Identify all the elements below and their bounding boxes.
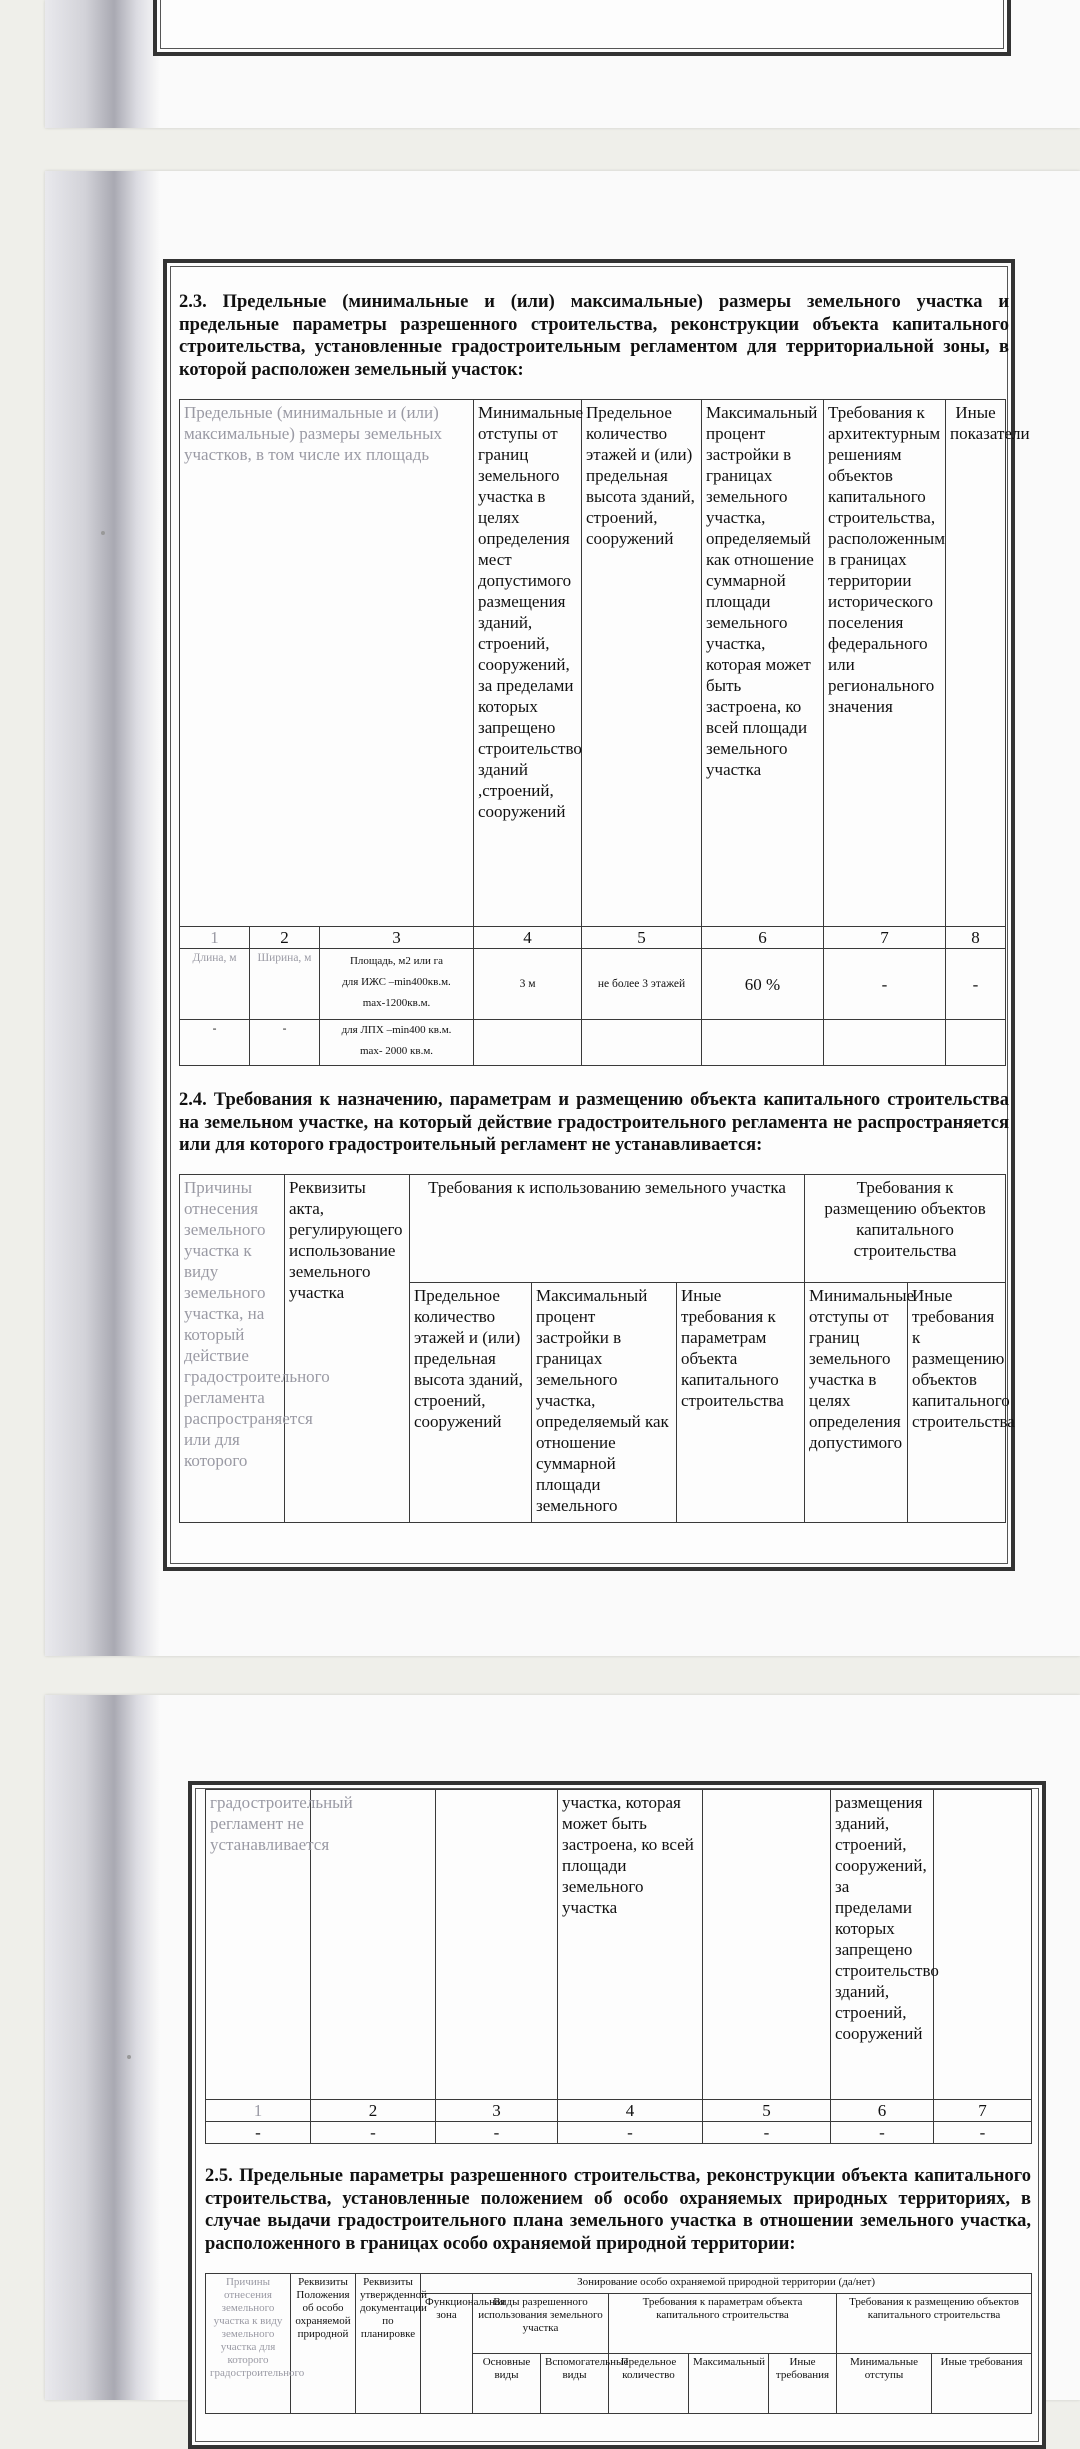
document-page-2 [45,171,1080,1656]
column-number: 8 [946,927,1006,949]
column-number: 4 [474,927,582,949]
header-main-kinds: Основные виды [473,2354,541,2414]
column-number: 6 [702,927,824,949]
column-number: 1 [180,927,250,949]
header-min-setbacks: Минимальные отступы [837,2354,932,2414]
column-number: 4 [558,2100,703,2122]
header-min-setbacks: Минимальные отступы от границ земельного участка в целях определения допустимого [805,1283,908,1523]
header-floor-limit: Предельное количество [609,2354,689,2414]
cell-width: - [250,1020,320,1066]
header-reasons: Причины отнесения земельного участка к виду земельного участка, на который действие градостроительного регламента распространяется или для которого [180,1175,285,1523]
section-2-3-heading: 2.3. Предельные (минимальные и (или) максимальные) размеры земельного участка и предельные параметры разрешенного строительства, реконструкции объекта капитального строительства, установленные градостроительным регламентом для территориальной зоны, в которой расположен земельный участок: [179,292,1009,380]
header-object-requirements: Требования к размещению объектов капитального строительства [805,1175,1006,1283]
header-object-params: Требования к параметрам объекта капитального строительства [609,2294,837,2354]
document-page-3 [45,1695,1080,2400]
column-number: 3 [436,2100,558,2122]
cell-other: - [946,949,1006,1020]
header-zoning: Зонирование особо охраняемой природной территории (да/нет) [421,2274,1032,2294]
header-regulation-details: Реквизиты Положения об особо охраняемой природной [291,2274,356,2414]
header-other-req: Иные требования [769,2354,837,2414]
header-usage-kinds: Виды разрешенного использования земельного участка [473,2294,609,2354]
cell-setback: 3 м [474,949,582,1020]
header-planning-docs: Реквизиты утвержденной документации по планировке [356,2274,421,2414]
column-number: 3 [320,927,474,949]
header-functional-zone: Функциональная зона [421,2294,473,2414]
area-izhs: для ИЖС –min400кв.м. [342,976,451,988]
page-spine-shadow [45,0,160,128]
cell-width: Ширина, м [250,949,320,1020]
cell-percent: 60 % [702,949,824,1020]
empty-value: - [436,2122,558,2144]
area-lph-max: max- 2000 кв.м. [359,1045,434,1057]
page-spine-shadow [45,1695,160,2400]
empty-value: - [831,2122,934,2144]
header-land-requirements: Требования к использованию земельного участка [410,1175,805,1283]
max-percent-continued: участка, которая может быть застроена, ко всей площади земельного участка [558,1790,703,2100]
reasons-continued: градостроительный регламент не устанавливается [206,1790,311,2100]
header-other-placement: Иные требования к размещению объектов капитального строительства [908,1283,1006,1523]
column-number: 5 [703,2100,831,2122]
page-border-frame [153,0,1011,56]
column-number: 1 [206,2100,311,2122]
header-other-req-2: Иные требования [932,2354,1032,2414]
header-floors: Предельное количество этажей и (или) предельная высота зданий, строений, сооружений [410,1283,532,1523]
cell-area [320,949,474,1020]
document-page-1 [45,0,1080,128]
min-setbacks-continued: размещения зданий, строений, сооружений, за пределами которых запрещено строительство зданий, строений, сооружений [831,1790,934,2100]
header-aux-kinds: Вспомогательные виды [541,2354,609,2414]
header-floors: Предельное количество этажей и (или) предельная высота зданий, строений, сооружений [582,400,702,927]
column-number: 7 [824,927,946,949]
area-lph: для ЛПХ –min400 кв.м. [341,1024,452,1036]
header-other: Иные показатели [946,400,1006,927]
header-act-details: Реквизиты акта, регулирующего использование земельного участка [285,1175,410,1523]
header-placement: Требования к размещению объектов капитального строительства [837,2294,1032,2354]
empty-value: - [703,2122,831,2144]
header-maximum: Максимальный [689,2354,769,2414]
section-2-5-heading: 2.5. Предельные параметры разрешенного строительства, реконструкции объекта капитального строительства, установленные положением об особо охраняемых природных территориях, в случае выдачи градостроительного плана земельного участка в отношении земельного участка, расположенного в границах особо охраняемой природной территории: [205,2166,1031,2254]
cell-floors: не более 3 этажей [582,949,702,1020]
area-izhs-max: max-1200кв.м. [362,997,431,1009]
column-number: 2 [250,927,320,949]
table-2-3 [179,399,1030,1066]
empty-value: - [206,2122,311,2144]
cell-length: - [180,1020,250,1066]
cell-length: Длина, м [180,949,250,1020]
header-max-percent: Максимальный процент застройки в границах земельного участка, определяемый как отношение суммарной площади земельного участка, которая может быть застроена, ко всей площади земельного участка [702,400,824,927]
table-2-4-continued [205,1789,1032,2144]
column-number: 6 [831,2100,934,2122]
header-plot-sizes: Предельные (минимальные и (или) максимальные) размеры земельных участков, в том числе их площадь [180,400,474,927]
header-architecture: Требования к архитектурным решениям объектов капитального строительства, расположенным в границах территории исторического поселения федерального или регионального значения [824,400,946,927]
header-other-params: Иные требования к параметрам объекта капитального строительства [677,1283,805,1523]
area-unit: Площадь, м2 или га [349,955,444,967]
header-min-setbacks: Минимальные отступы от границ земельного участка в целях определения мест допустимого размещения зданий, строений, сооружений, за пределами которых запрещено строительство зданий ,строений, сооружений [474,400,582,927]
column-number: 2 [311,2100,436,2122]
table-2-4 [179,1174,1015,1523]
column-number: 5 [582,927,702,949]
section-2-4-heading: 2.4. Требования к назначению, параметрам и размещению объекта капитального строительства на земельном участке, на который действие градостроительного регламента не распространяется или для которого градостроительный регламент не устанавливается: [179,1090,1009,1155]
cell-architecture: - [824,949,946,1020]
column-number: 7 [934,2100,1032,2122]
page-spine-shadow [45,171,160,1656]
empty-value: - [934,2122,1032,2144]
cell-area [320,1020,474,1066]
header-max-percent: Максимальный процент застройки в границах земельного участка, определяемый как отношение суммарной площади земельного [532,1283,677,1523]
empty-value: - [311,2122,436,2144]
empty-value: - [558,2122,703,2144]
header-reasons: Причины отнесения земельного участка к виду земельного участка для которого градостроительного [206,2274,291,2414]
table-2-5 [205,2273,1032,2414]
